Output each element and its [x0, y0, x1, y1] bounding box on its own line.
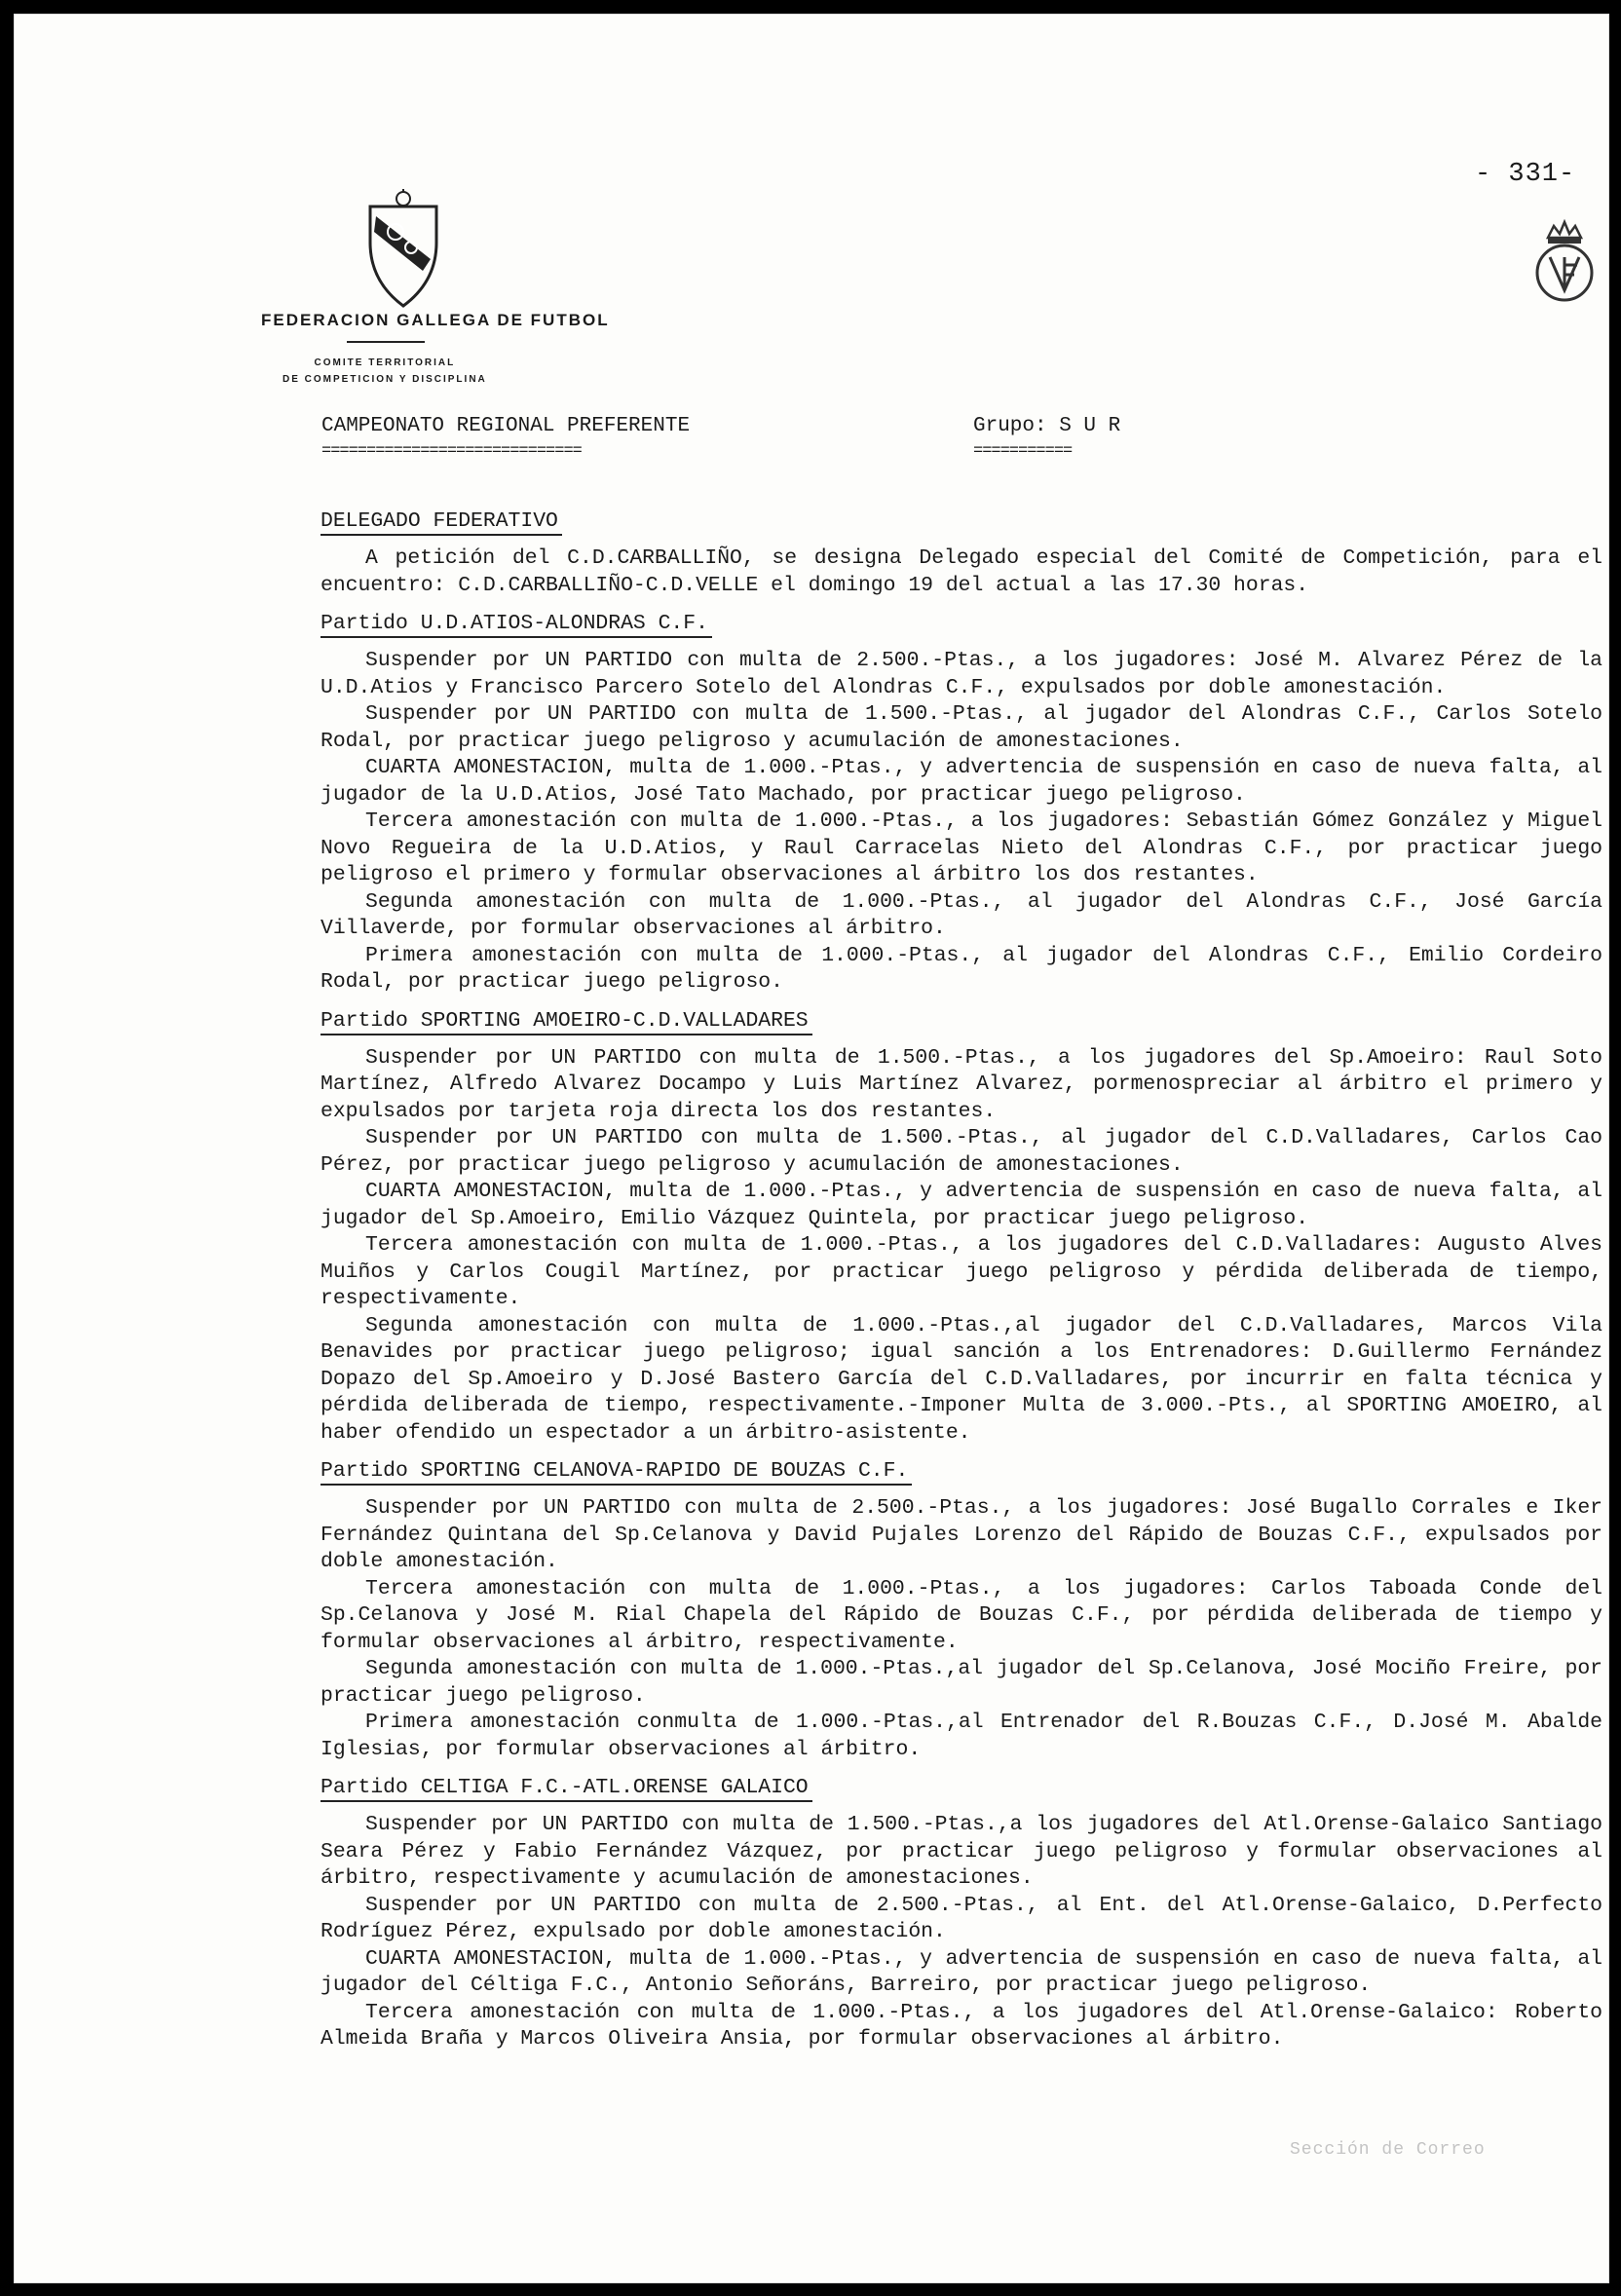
paragraph: Tercera amonestación con multa de 1.000.-Ptas., a los jugadores: Sebastián Gómez González y Miguel Novo Regueira de la U.D.Atios, y Raul Carracelas Nieto del Alondras C.F., por practicar juego peligroso el primero y formular observaciones al árbitro los dos restantes.: [320, 809, 1602, 886]
paragraph: Suspender por UN PARTIDO con multa de 2.500.-Ptas., al Ent. del Atl.Orense-Galaico, D.Perfecto Rodríguez Pérez, expulsado por doble amonestación.: [320, 1893, 1602, 1943]
section-heading: DELEGADO FEDERATIVO: [320, 508, 562, 536]
paragraph: Suspender por UN PARTIDO con multa de 2.500.-Ptas., a los jugadores: José Bugallo Corrales e Iker Fernández Quintana del Sp.Celanova y David Pujales Lorenzo del Rápido de Bouzas C.F., expulsados por doble amonestación.: [320, 1496, 1602, 1573]
paragraph: Segunda amonestación con multa de 1.000.-Ptas., al jugador del Alondras C.F., José García Villaverde, por formular observaciones al árbitro.: [320, 889, 1602, 940]
championship-underline: =============================: [321, 442, 582, 461]
section-match-amoeiro-valladares: [320, 1004, 1602, 1448]
section-heading: Partido SPORTING CELANOVA-RAPIDO DE BOUZAS C.F.: [320, 1458, 912, 1486]
document-page: [14, 14, 1609, 2283]
committee-line-2: DE COMPETICION Y DISCIPLINA: [283, 374, 487, 385]
section-match-celanova-bouzas: [320, 1454, 1602, 1763]
committee-line-1: COMITE TERRITORIAL: [314, 358, 456, 368]
federation-name: FEDERACION GALLEGA DE FUTBOL: [261, 311, 610, 329]
section-delegate: [320, 505, 1602, 599]
paragraph: CUARTA AMONESTACION, multa de 1.000.-Ptas., y advertencia de suspensión en caso de nueva falta, al jugador del Céltiga F.C., Antonio Señoráns, Barreiro, por practicar juego peligroso.: [320, 1946, 1602, 1997]
paragraph: Suspender por UN PARTIDO con multa de 1.500.-Ptas., al jugador del Alondras C.F., Carlos Sotelo Rodal, por practicar juego peligroso y acumulación de amonestaciones.: [320, 702, 1602, 753]
paragraph: Primera amonestación con multa de 1.000.-Ptas., al jugador del Alondras C.F., Emilio Cordeiro Rodal, por practicar juego peligroso.: [320, 943, 1602, 994]
paragraph: Tercera amonestación con multa de 1.000.-Ptas., a los jugadores del Atl.Orense-Galaico: Roberto Almeida Braña y Marcos Oliveira Ansia, por formular observaciones al árbitro.: [320, 2000, 1602, 2051]
paragraph: Suspender por UN PARTIDO con multa de 1.500.-Ptas.,a los jugadores del Atl.Orense-Galaico Santiago Seara Pérez y Fabio Fernández Vázquez, por practicar juego peligroso y formular observaciones al árbitro, respectivamente y acumulación de amonestaciones.: [320, 1813, 1602, 1890]
paragraph: Segunda amonestación con multa de 1.000.-Ptas.,al jugador del C.D.Valladares, Marcos Vila Benavides por practicar juego peligroso; igual sanción a los Entrenadores: D.Guillermo Fernández Dopazo del Sp.Amoeiro y D.José Bastero García del C.D.Valladares, por incurrir en falta técnica y pérdida deliberada de tiempo, respectivamente.-Imponer Multa de 3.000.-Pts., al SPORTING AMOEIRO, al haber ofendido un espectador a un árbitro-asistente.: [320, 1313, 1602, 1445]
paragraph: CUARTA AMONESTACION, multa de 1.000.-Ptas., y advertencia de suspensión en caso de nueva falta, al jugador de la U.D.Atios, José Tato Machado, por practicar juego peligroso.: [320, 756, 1602, 807]
group-label: Grupo: S U R: [973, 415, 1121, 437]
faded-stamp: Sección de Correo: [1290, 2140, 1486, 2160]
page-number: - 331-: [1475, 160, 1576, 189]
section-match-atios-alondras: [320, 607, 1602, 997]
royal-emblem-icon: [1530, 218, 1599, 308]
paragraph: Primera amonestación conmulta de 1.000.-Ptas.,al Entrenador del R.Bouzas C.F., D.José M. Abalde Iglesias, por formular observaciones al árbitro.: [320, 1711, 1602, 1761]
championship-title: CAMPEONATO REGIONAL PREFERENTE: [321, 415, 691, 437]
paragraph: CUARTA AMONESTACION, multa de 1.000.-Ptas., y advertencia de suspensión en caso de nueva falta, al jugador del Sp.Amoeiro, Emilio Vázquez Quintela, por practicar juego peligroso.: [320, 1180, 1602, 1230]
letterhead-divider: [347, 341, 425, 343]
section-match-celtiga-orense: [320, 1771, 1602, 2053]
paragraph: Tercera amonestación con multa de 1.000.-Ptas., a los jugadores: Carlos Taboada Conde del Sp.Celanova y José M. Rial Chapela del Rápido de Bouzas C.F., por pérdida deliberada de tiempo y formular observaciones al árbitro, respectivamente.: [320, 1576, 1602, 1654]
section-heading: Partido U.D.ATIOS-ALONDRAS C.F.: [320, 611, 712, 638]
paragraph: Segunda amonestación con multa de 1.000.-Ptas.,al jugador del Sp.Celanova, José Mociño Freire, por practicar juego peligroso.: [320, 1657, 1602, 1708]
resolutions-body: [320, 497, 1602, 2053]
paragraph: A petición del C.D.CARBALLIÑO, se designa Delegado especial del Comité de Competición, para el encuentro: C.D.CARBALLIÑO-C.D.VELLE el domingo 19 del actual a las 17.30 horas.: [320, 546, 1602, 597]
section-heading: Partido SPORTING AMOEIRO-C.D.VALLADARES: [320, 1008, 812, 1035]
section-heading: Partido CELTIGA F.C.-ATL.ORENSE GALAICO: [320, 1775, 812, 1802]
paragraph: Suspender por UN PARTIDO con multa de 1.500.-Ptas., a los jugadores del Sp.Amoeiro: Raul Soto Martínez, Alfredo Alvarez Docampo y Luis Martínez Alvarez, pormenospreciar al árbitro el primero y expulsados por tarjeta roja directa los dos restantes.: [320, 1045, 1602, 1123]
committee-name: [283, 355, 487, 388]
paragraph: Tercera amonestación con multa de 1.000.-Ptas., a los jugadores del C.D.Valladares: Augusto Alves Muiños y Carlos Cougil Martínez, por practicar juego peligroso y pérdida deliberada de tiempo, respectivamente.: [320, 1233, 1602, 1310]
paragraph: Suspender por UN PARTIDO con multa de 2.500.-Ptas., a los jugadores: José M. Alvarez Pérez de la U.D.Atios y Francisco Parcero Sotelo del Alondras C.F., expulsados por doble amonestación.: [320, 649, 1602, 699]
federation-crest-icon: [364, 189, 442, 308]
group-underline: ===========: [973, 442, 1073, 461]
paragraph: Suspender por UN PARTIDO con multa de 1.500.-Ptas., al jugador del C.D.Valladares, Carlos Cao Pérez, por practicar juego peligroso y acumulación de amonestaciones.: [320, 1126, 1602, 1177]
